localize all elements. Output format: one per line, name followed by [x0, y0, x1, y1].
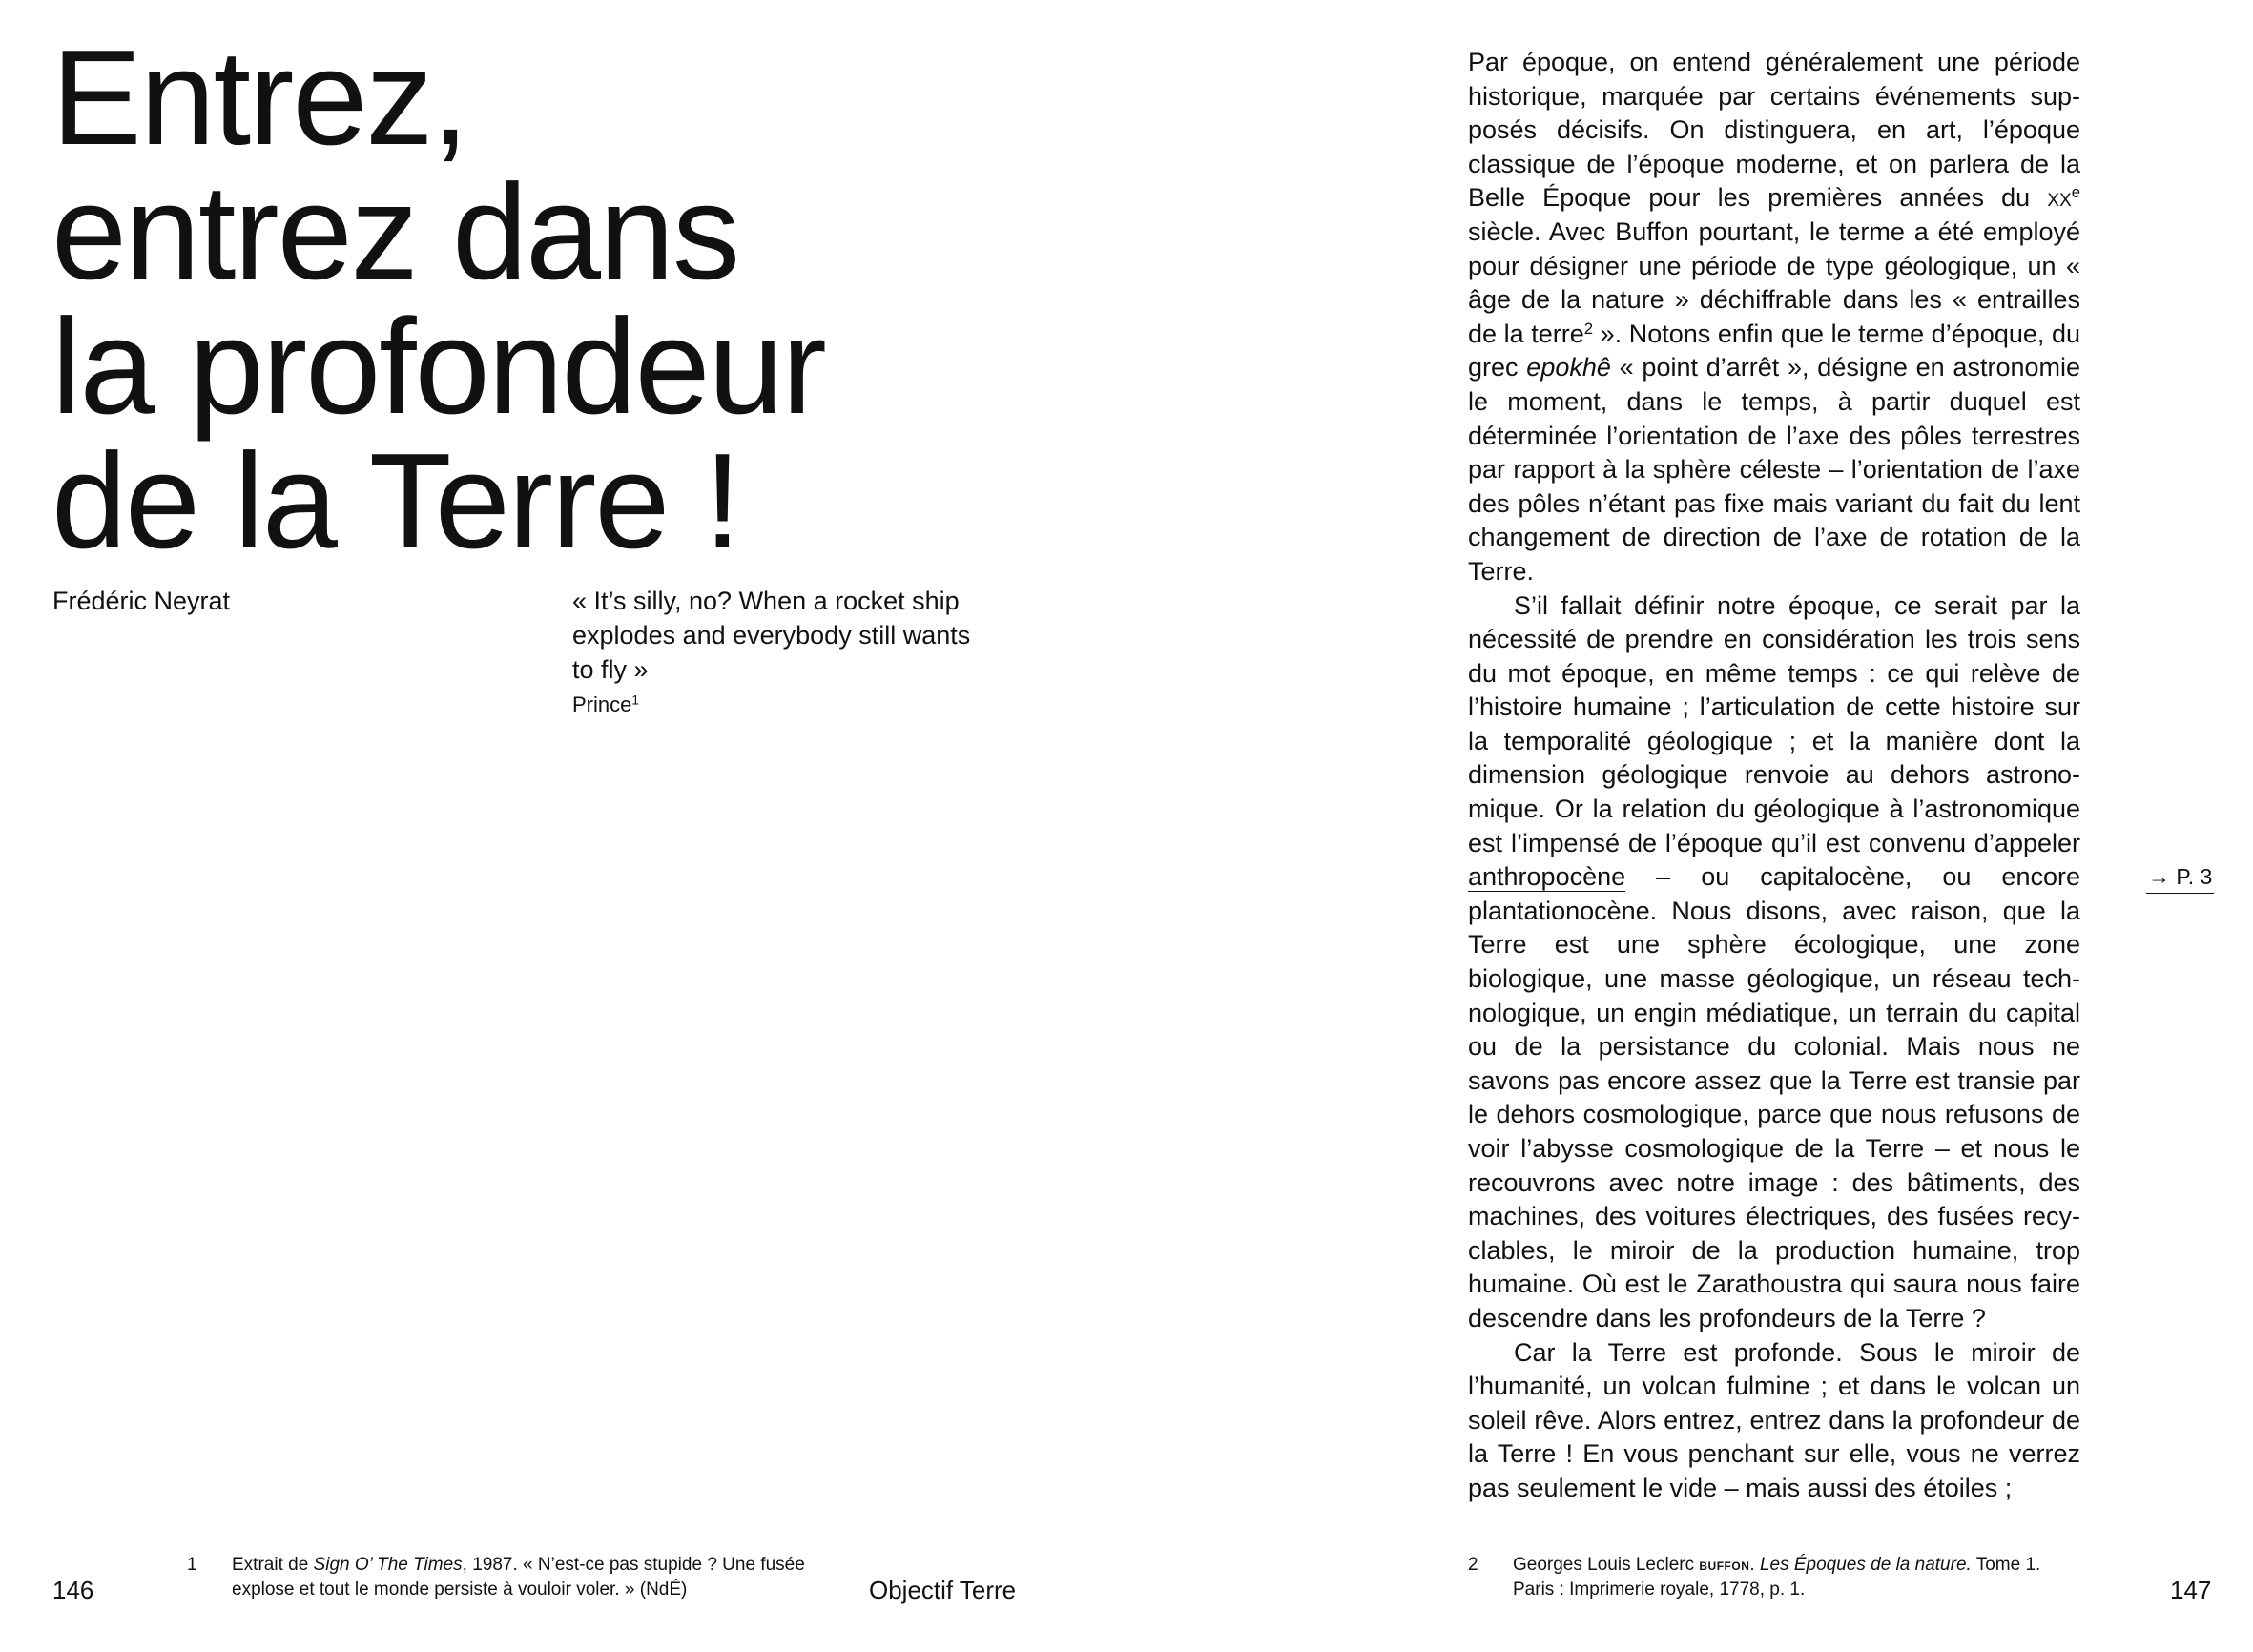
title-line: Entrez,	[52, 22, 467, 174]
author-name: Frédéric Neyrat	[52, 587, 231, 615]
paragraph: Par époque, on entend généralement une période historique, marquée par certains événements supposés décisifs. On distinguera, en art, l’époque classique de l’époque moderne, et on parlera de la Belle Époque pour les premières années du $xx^e$ siècle. Avec Buffon pourtant, le terme a été employé pour désigner une période de type géologique, un « âge de la nature » déchiffrable dans les « entrailles de la terre$^2$ ». Notons enfin que le terme d’époque, du grec epokhê « point d’arrêt », désigne en astronomie le moment, dans le temps, à partir duquel est déterminée l’orientation de l’axe des pôles terrestres par rapport à la sphère céleste – l’orientation de l’axe des pôles n’étant pas fixe mais variant du fait du lent changement de direction de l’axe de rotation de la Terre.	[1468, 48, 2080, 586]
epigraph-source	[572, 691, 1011, 719]
article-title	[52, 22, 910, 577]
epigraph-line: « It’s silly, no? When a rocket ship	[572, 587, 960, 615]
footnote-marker[interactable]: 2	[1583, 319, 1594, 338]
title-line: de la Terre !	[52, 425, 740, 577]
footnote-number: 1	[187, 1555, 197, 1575]
paragraph: S’il fallait définir notre époque, ce serait par la nécessité de prendre en considération les trois sens du mot époque, en même temps : ce qui relève de l’histoire humaine ; l’articulation de cette histoire sur la temporalité géologique ; et la manière dont la dimension géologique renvoie au dehors astronomique. Or la relation du géologique à l’astronomique est l’impensé de l’époque qu’il est convenu d’appeler anthropocène – ou capitalocène, ou encore plantationocène. Nous disons, avec raison, que la Terre est une sphère écologique, une zone biologique, une masse géologique, un réseau technologique, un engin médiatique, un terrain du capital ou de la persistance du colonial. Mais nous ne savons pas encore assez que la Terre est transie par le dehors cosmologique, parce que nous refusons de voir l’abysse cosmologique de la Terre – et nous le recouvrons avec notre image : des bâtiments, des machines, des voitures électriques, des fusées recyclables, le miroir de la production humaine, trop humaine. Où est le Zarathoustra qui saura nous faire descendre dans les profondeurs de la Terre ?	[1468, 590, 2080, 1332]
page-number-right: 147	[2170, 1576, 2212, 1604]
body-text	[1468, 46, 2080, 1506]
footnote-number: 2	[1468, 1555, 1478, 1575]
century: xx	[2047, 183, 2072, 213]
page-number-left: 146	[52, 1576, 94, 1604]
title-line: la profondeur	[52, 291, 825, 443]
epigraph-line: explodes and everybody still wants	[572, 621, 971, 650]
footnote-text: Georges Louis Leclerc buffon. Les Époques de la nature. Tome 1. Paris : Imprimerie royale, 1778, p. 1.	[1513, 1555, 2041, 1600]
running-title: Objectif Terre	[869, 1576, 1017, 1604]
cross-reference-link[interactable]: anthropocène	[1468, 862, 1626, 892]
paragraph: Car la Terre est profonde. Sous le miroir de l’humanité, un volcan fulmine ; et dans le volcan un soleil rêve. Alors entrez, entrez dans la profondeur de la Terre ! En vous penchant sur elle, vous ne verrez pas seulement le vide – mais aussi des étoiles ;	[1468, 1337, 2080, 1502]
epigraph-line: to fly »	[572, 655, 649, 684]
page-reference-link[interactable]: → P. 3	[2146, 862, 2214, 894]
footnote-work-title: Sign O’ The Times	[313, 1555, 463, 1575]
epigraph	[572, 584, 1011, 719]
title-line: entrez dans	[52, 156, 739, 308]
footnote-marker[interactable]: 1	[631, 692, 639, 708]
footnote-text: Extrait de Sign O’ The Times, 1987. « N’est-ce pas stupide ? Une fusée explose et tout le monde persiste à vouloir voler. » (NdÉ)	[232, 1555, 805, 1600]
epigraph-source-name: Prince	[572, 692, 632, 716]
